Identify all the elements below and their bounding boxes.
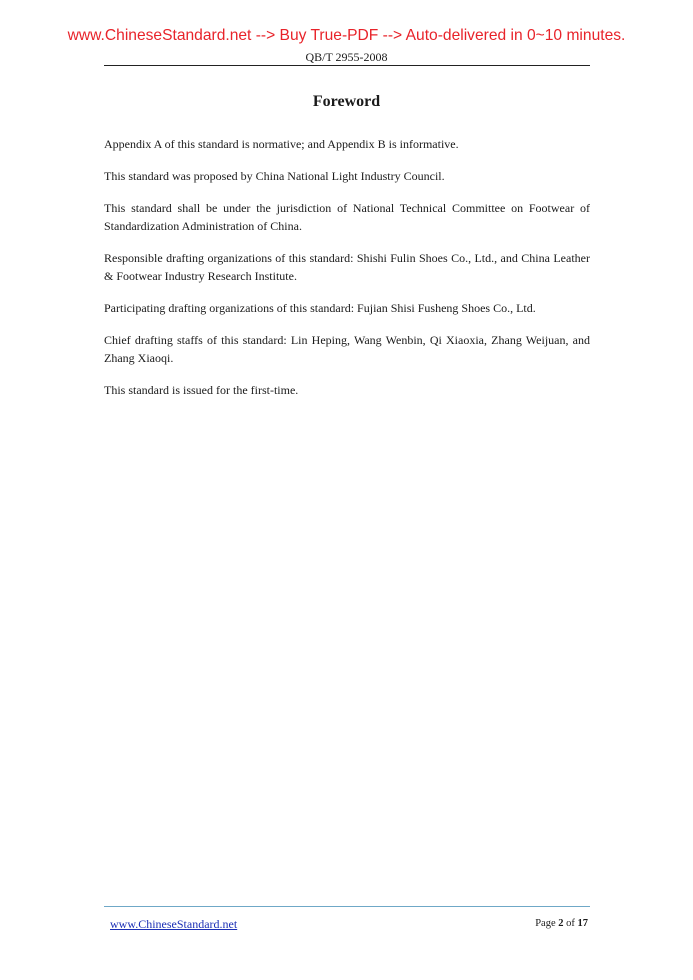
page-title: Foreword	[312, 93, 381, 110]
paragraph-jurisdiction: This standard shall be under the jurisdiction of National Technical Committee on Footwear of Standardization Administration of China.	[104, 201, 590, 233]
page-number	[535, 918, 588, 929]
page-of: of	[566, 918, 575, 929]
page-prefix: Page	[535, 918, 556, 929]
paragraph-proposed-by: This standard was proposed by China National Light Industry Council.	[104, 169, 445, 183]
foreword-body	[104, 135, 590, 413]
paragraph-appendix-status: Appendix A of this standard is normative; and Appendix B is informative.	[104, 137, 459, 151]
footer-website-link[interactable]: www.ChineseStandard.net	[110, 917, 238, 931]
footer-divider	[104, 906, 590, 907]
paragraph-responsible-drafters: Responsible drafting organizations of this standard: Shishi Fulin Shoes Co., Ltd., and China Leather & Footwear Industry Research Institute.	[104, 251, 590, 283]
page-total: 17	[577, 918, 588, 929]
paragraph-participating-drafters: Participating drafting organizations of this standard: Fujian Shisi Fusheng Shoes Co., Ltd.	[104, 301, 536, 315]
paragraph-issue-note: This standard is issued for the first-time.	[104, 383, 299, 397]
paragraph-chief-drafting-staff: Chief drafting staffs of this standard: Lin Heping, Wang Wenbin, Qi Xiaoxia, Zhang Weijuan, and Zhang Xiaoqi.	[104, 333, 590, 365]
promo-banner[interactable]: www.ChineseStandard.net --> Buy True-PDF --> Auto-delivered in 0~10 minutes.	[67, 27, 626, 44]
standard-code-header: QB/T 2955-2008	[305, 50, 388, 64]
header-divider	[104, 65, 590, 66]
page-current: 2	[558, 918, 564, 929]
